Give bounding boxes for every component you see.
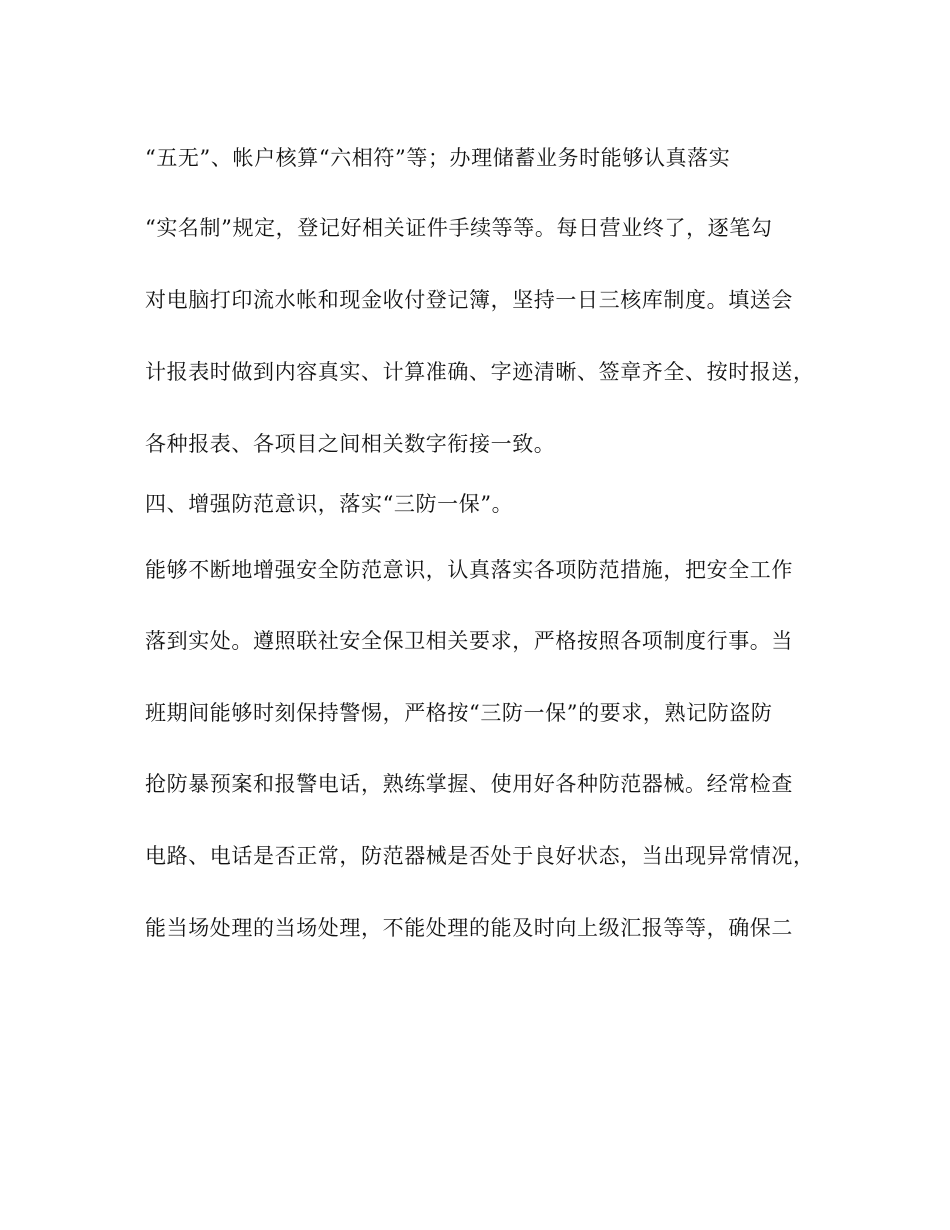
paragraph-line: 班期间能够时刻保持警惕，严格按“三防一保”的要求，熟记防盗防 (145, 701, 773, 725)
paragraph-line: “实名制”规定，登记好相关证件手续等等。每日营业终了，逐笔勾 (145, 216, 773, 240)
paragraph-line: 抢防暴预案和报警电话，熟练掌握、使用好各种防范器械。经常检查 (145, 772, 793, 796)
paragraph-line: 能当场处理的当场处理，不能处理的能及时向上级汇报等等，确保二 (145, 916, 793, 940)
paragraph-line: 落到实处。遵照联社安全保卫相关要求，严格按照各项制度行事。当 (145, 629, 793, 653)
section-heading: 四、增强防范意识，落实“三防一保”。 (145, 492, 514, 516)
paragraph-line: 计报表时做到内容真实、计算准确、字迹清晰、签章齐全、按时报送， (145, 360, 815, 384)
paragraph-line: 对电脑打印流水帐和现金收付登记簿，坚持一日三核库制度。填送会 (145, 288, 793, 312)
paragraph-line: 电路、电话是否正常，防范器械是否处于良好状态，当出现异常情况， (145, 844, 815, 868)
paragraph-line: 能够不断地增强安全防范意识，认真落实各项防范措施，把安全工作 (145, 558, 793, 582)
paragraph-line: 各种报表、各项目之间相关数字衔接一致。 (145, 432, 556, 456)
paragraph-line: “五无”、帐户核算“六相符”等；办理储蓄业务时能够认真落实 (145, 146, 731, 170)
